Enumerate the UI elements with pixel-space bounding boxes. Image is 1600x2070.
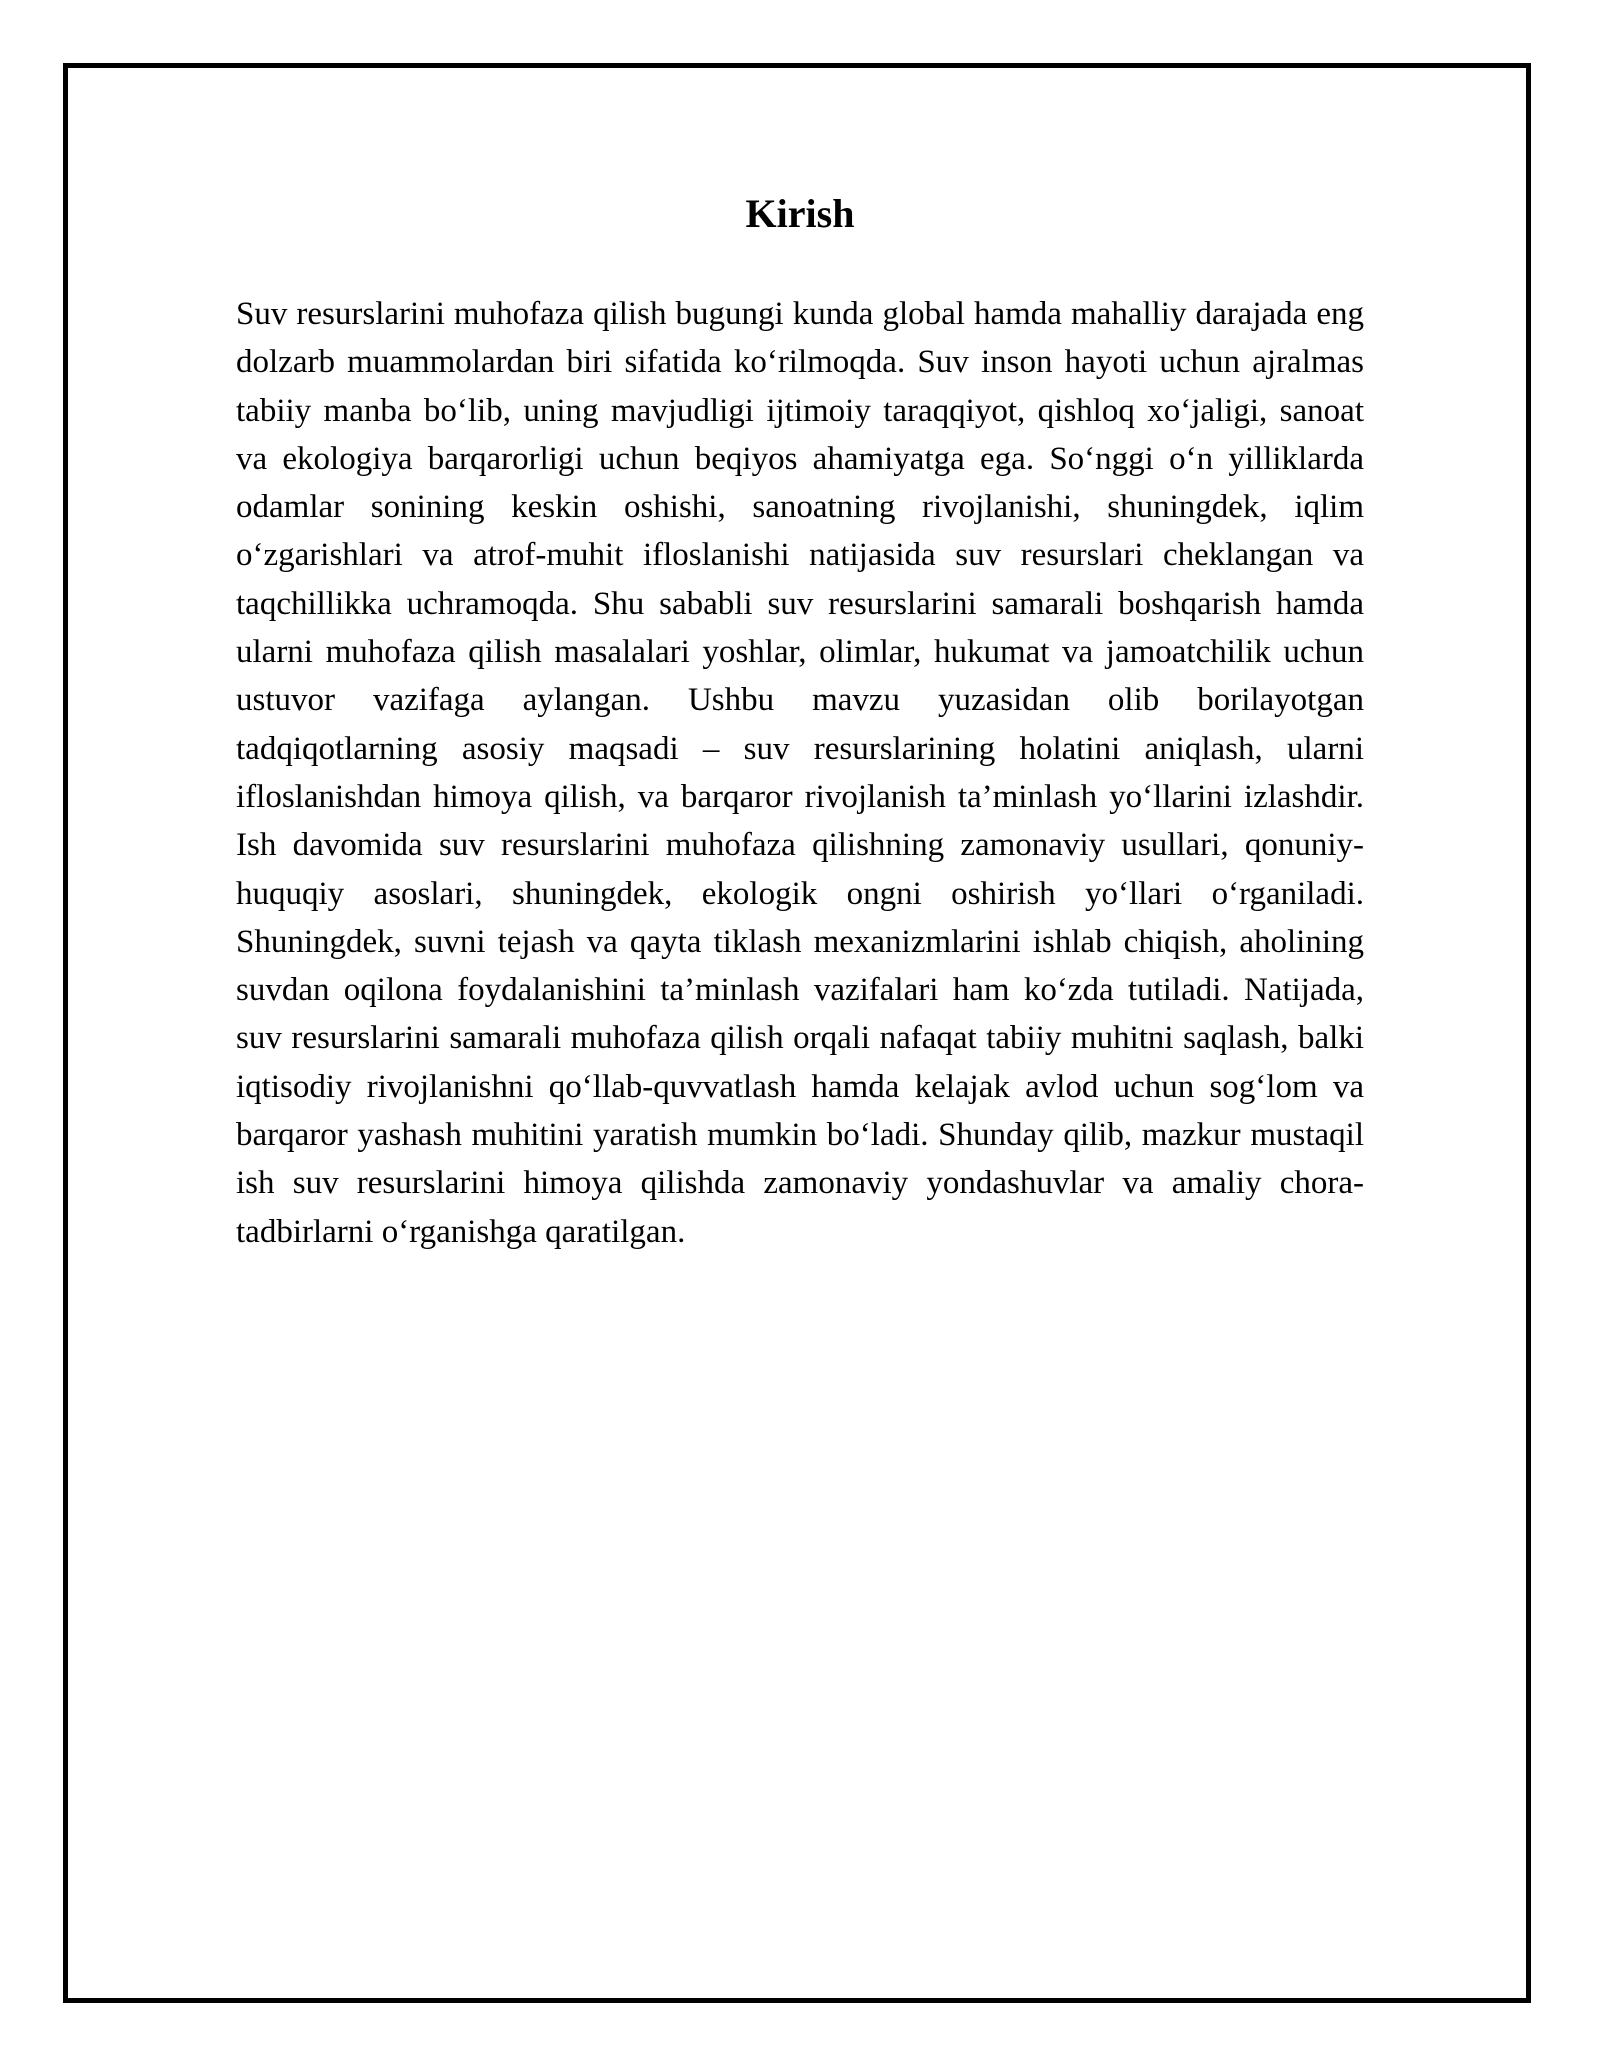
body-paragraph: Suv resurslarini muhofaza qilish bugungi kunda global hamda mahalliy darajada eng dolzarb muammolardan biri sifatida ko‘rilmoqda. Suv inson hayoti uchun ajralmas tabiiy manba bo‘lib, uning mavjudligi ijtimoiy taraqqiyot, qishloq xo‘jaligi, sanoat va ekologiya barqarorligi uchun beqiyos ahamiyatga ega. So‘nggi o‘n yilliklarda odamlar sonining keskin oshishi, sanoatning rivojlanishi, shuningdek, iqlim o‘zgarishlari va atrof-muhit ifloslanishi natijasida suv resurslari cheklangan va taqchillikka uchramoqda. Shu sababli suv resurslarini samarali boshqarish hamda ularni muhofaza qilish masalalari yoshlar, olimlar, hukumat va jamoatchilik uchun ustuvor vazifaga aylangan. Ushbu mavzu yuzasidan olib borilayotgan tadqiqotlarning asosiy maqsadi – suv resurslarining holatini aniqlash, ularni ifloslanishdan himoya qilish, va barqaror rivojlanish ta’minlash yo‘llarini izlashdir. Ish davomida suv resurslarini muhofaza qilishning zamonaviy usullari, qonuniy-huquqiy asoslari, shuningdek, ekologik ongni oshirish yo‘llari o‘rganiladi. Shuningdek, suvni tejash va qayta tiklash mexanizmlarini ishlab chiqish, aholining suvdan oqilona foydalanishini ta’minlash vazifalari ham ko‘zda tutiladi. Natijada, suv resurslarini samarali muhofaza qilish orqali nafaqat tabiiy muhitni saqlash, balki iqtisodiy rivojlanishni qo‘llab-quvvatlash hamda kelajak avlod uchun sog‘lom va barqaror yashash muhitini yaratish mumkin bo‘ladi. Shunday qilib, mazkur mustaqil ish suv resurslarini himoya qilishda zamonaviy yondashuvlar va amaliy chora-tadbirlarni o‘rganishga qaratilgan. — [236, 296, 1364, 1250]
page-title: Kirish — [745, 191, 855, 236]
